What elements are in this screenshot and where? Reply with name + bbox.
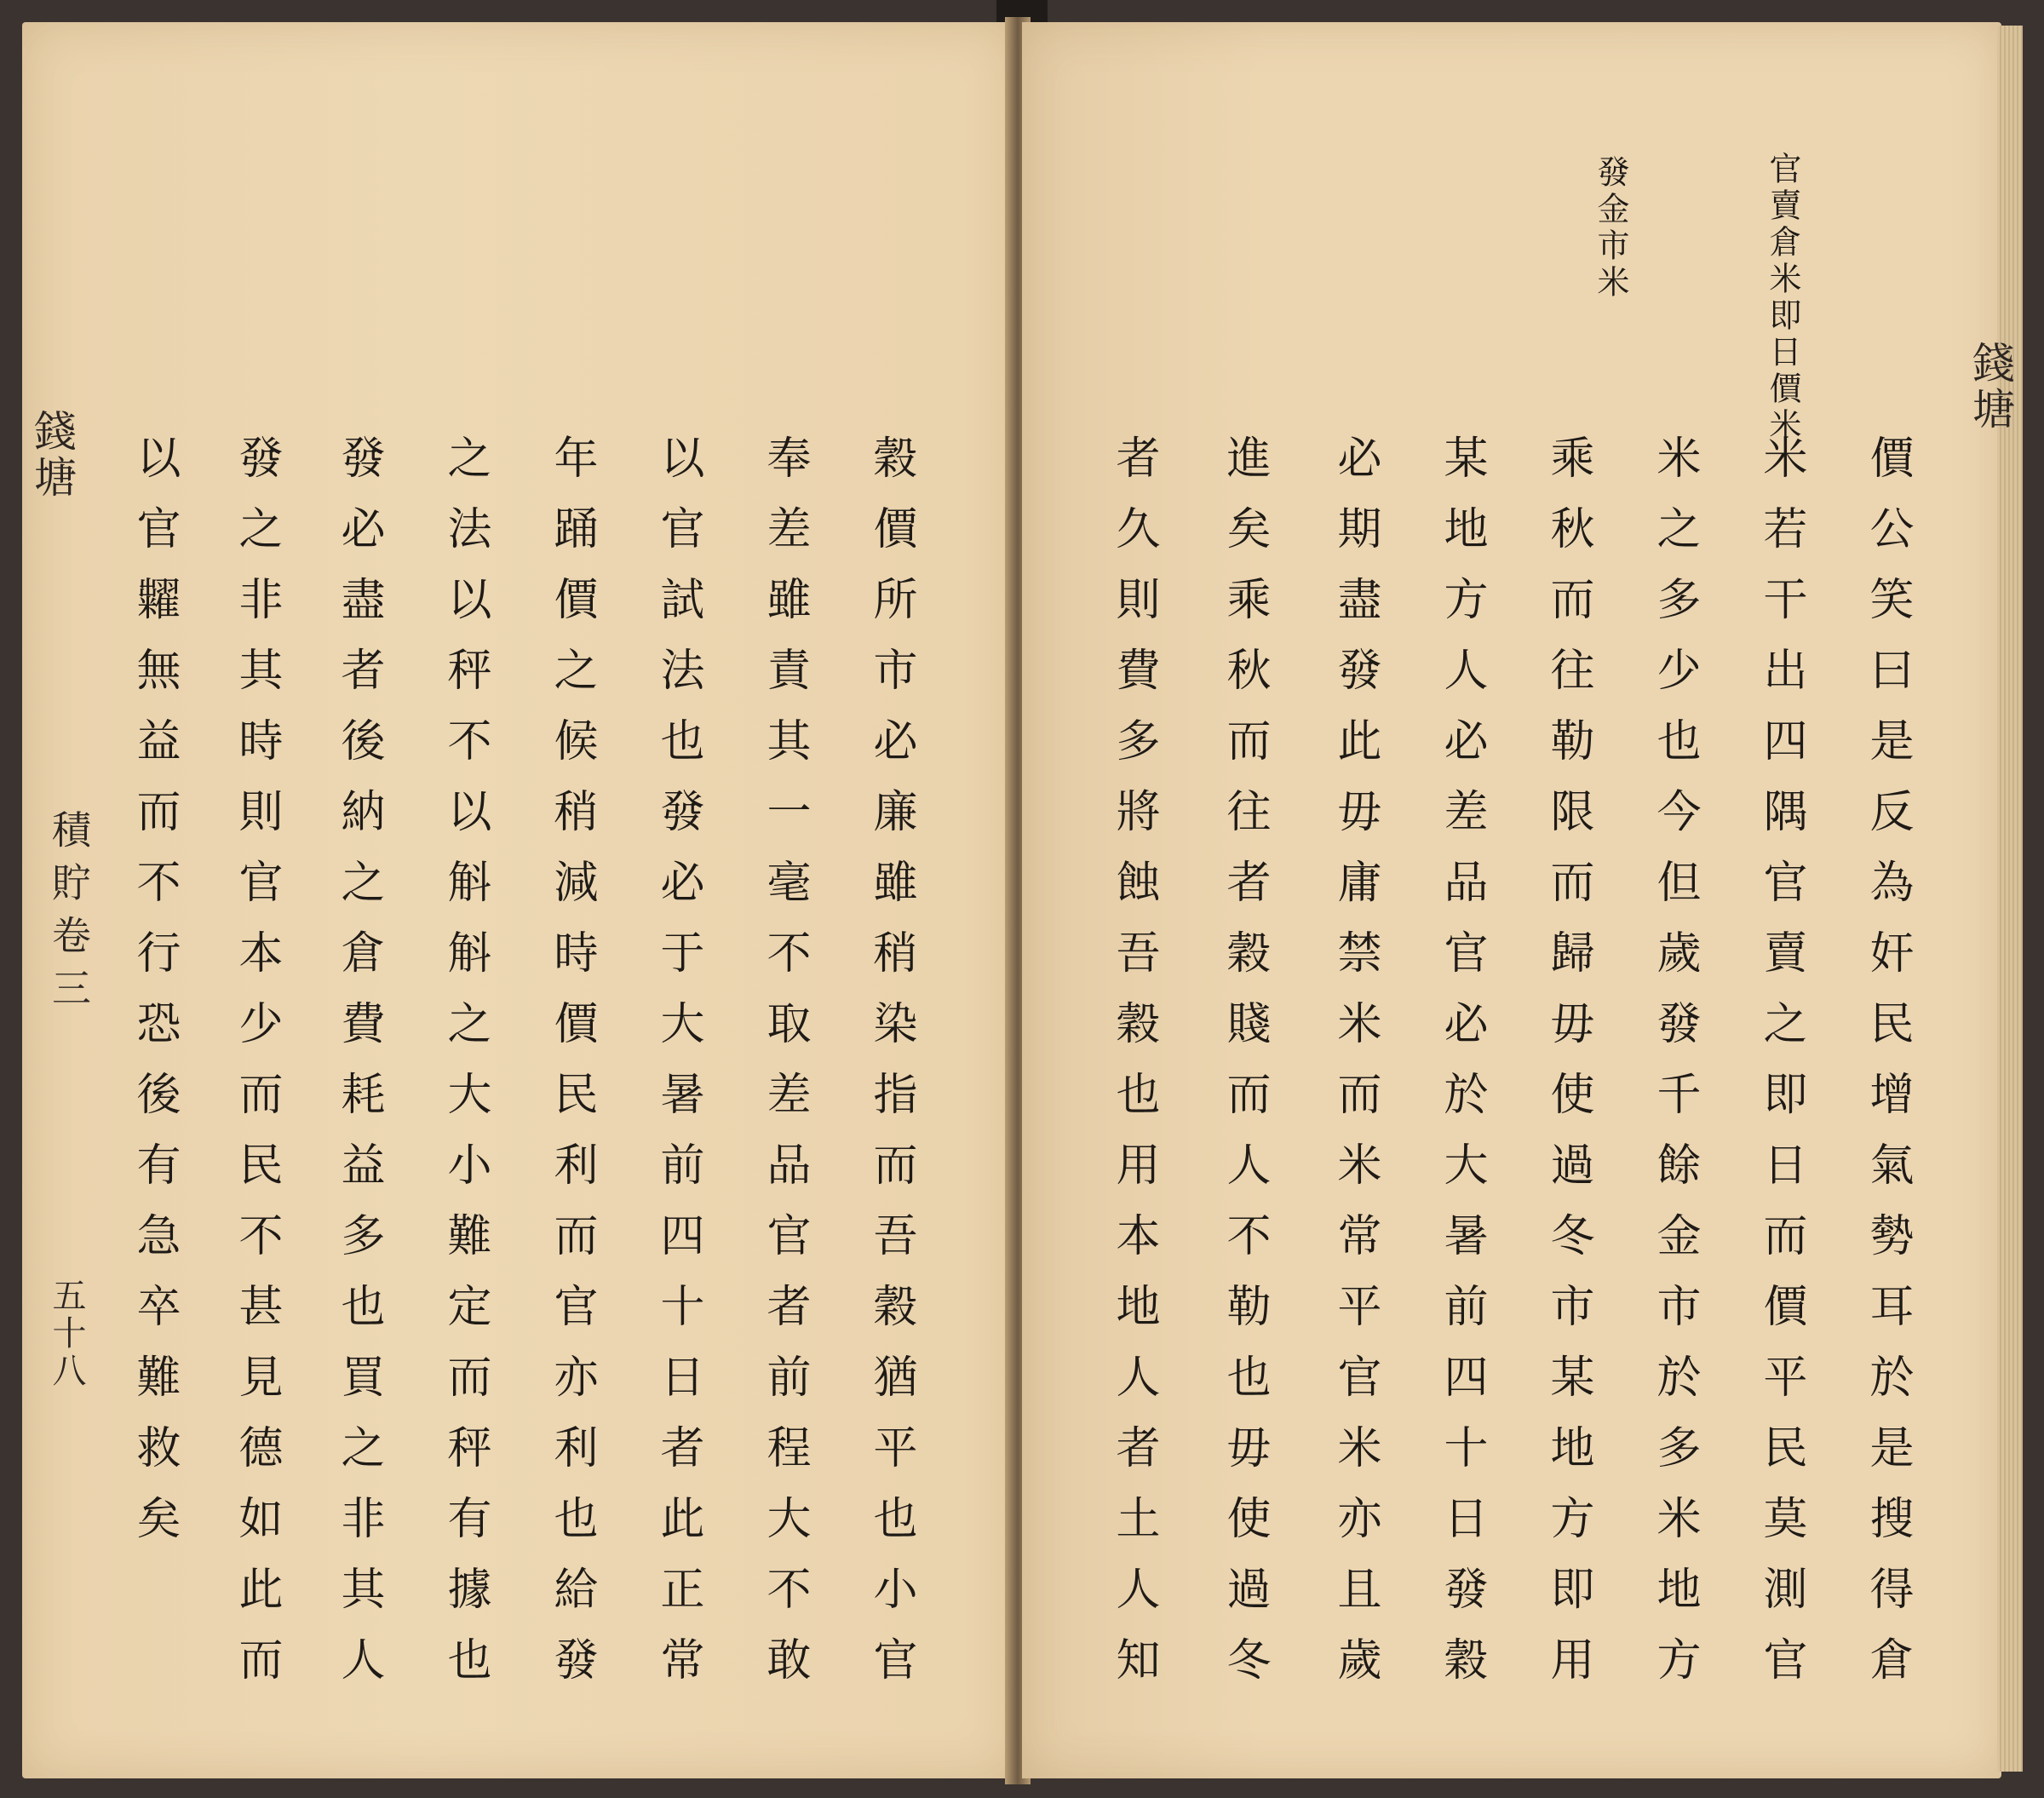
right-col-1: 價公笑曰是反為奸民增氣勢耳於是搜得倉 xyxy=(1862,434,1913,1707)
right-col-7: 進矣乘秋而往者穀賤而人不勒也毋使過冬 xyxy=(1219,434,1270,1707)
left-col-7: 發之非其時則官本少而民不甚見德如此而 xyxy=(231,434,282,1707)
left-margin-section: 積貯卷三 xyxy=(46,809,92,1020)
left-col-3: 以官試法也發必于大暑前四十日者此正常 xyxy=(652,434,703,1707)
right-col-5: 某地方人必差品官必於大暑前四十日發穀 xyxy=(1436,434,1487,1707)
left-col-4: 年踊價之候稍減時價民利而官亦利也給發 xyxy=(546,434,597,1707)
left-col-6: 發必盡者後納之倉費耗益多也買之非其人 xyxy=(333,434,384,1707)
left-col-8: 以官糶無益而不行恐後有急卒難救矣 xyxy=(129,434,180,1565)
left-col-5: 之法以秤不以斛斛之大小難定而秤有據也 xyxy=(439,434,491,1707)
right-page xyxy=(1022,22,2001,1778)
left-col-1: 穀價所市必廉雖稍染指而吾穀猶平也小官 xyxy=(865,434,916,1707)
right-col-8: 者久則費多將蝕吾穀也用本地人者土人知 xyxy=(1108,434,1159,1707)
right-col-6: 必期盡發此毋庸禁米而米常平官米亦且歲 xyxy=(1329,434,1381,1707)
fore-edge xyxy=(1997,26,2023,1772)
right-col-3: 米之多少也今但歲發千餘金市於多米地方 xyxy=(1649,434,1700,1707)
left-col-2: 奉差雖責其一毫不取差品官者前程大不敢 xyxy=(759,434,810,1707)
right-edge-title: 錢塘 xyxy=(1966,341,2015,433)
left-margin-title: 錢塘 xyxy=(27,409,77,501)
right-note-2: 發金市米 xyxy=(1592,155,1629,302)
left-folio: 五十八 xyxy=(47,1278,86,1390)
right-col-4: 乘秋而往勒限而歸毋使過冬市某地方即用 xyxy=(1542,434,1593,1707)
right-col-2: 米若干出四隅官賣之即日而價平民莫測官 xyxy=(1755,434,1806,1707)
right-note-1: 官賣倉米即日價米 xyxy=(1764,152,1801,445)
